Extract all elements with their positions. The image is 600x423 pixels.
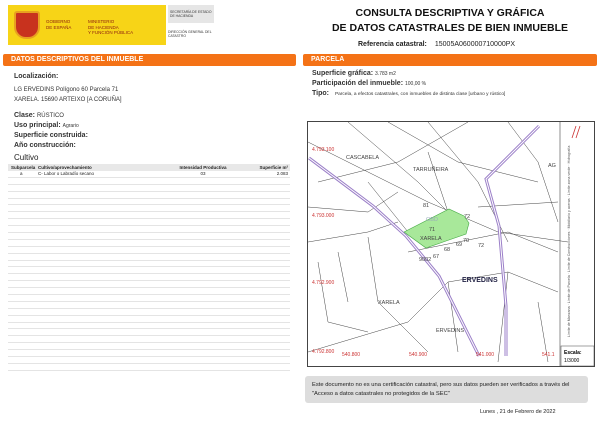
gov-name: GOBIERNO DE ESPAÑA <box>46 19 72 30</box>
right-section-header: PARCELA <box>303 54 597 66</box>
table-row-empty <box>8 261 290 268</box>
tipo: Tipo: Parcela, a efectos catastrales, con inmuebles de distinta clase [urbano y rústico] <box>312 90 506 97</box>
north-arrow-icon <box>572 126 580 138</box>
table-header <box>8 164 290 171</box>
parcel-label: 68 <box>444 247 451 253</box>
table-row <box>8 171 290 178</box>
page-title: CONSULTA DESCRIPTIVA Y GRÁFICA <box>355 7 545 19</box>
document-date: Lunes , 21 de Febrero de 2022 <box>480 409 556 415</box>
y-coord: 4.792.800 <box>312 349 335 355</box>
table-row-empty <box>8 323 290 330</box>
cell: 2.083 <box>276 171 288 177</box>
y-coord: 4.793.100 <box>312 147 335 153</box>
table-row-empty <box>8 185 290 192</box>
page-subtitle: DE DATOS CATASTRALES DE BIEN INMUEBLE <box>331 22 569 34</box>
coat-of-arms-icon <box>14 11 40 39</box>
localizacion-label: Localización: <box>14 73 59 80</box>
parcel-label: 72 <box>464 214 471 220</box>
cell: a <box>20 171 23 177</box>
cultivo-title: Cultivo <box>14 153 39 162</box>
place-label: TARRUÑEIRA <box>413 167 449 173</box>
secretaria-label: SECRETARÍA DE ESTADO DE HACIENDA <box>168 5 214 23</box>
place-label: XARELA <box>420 236 442 242</box>
table-row-empty <box>8 240 290 247</box>
address-line1: LG ERVEDINS Polígono 60 Parcela 71 <box>14 87 119 93</box>
scale-value: 1/3000 <box>564 358 580 364</box>
place-label: CASCABELA <box>346 155 380 161</box>
cell: C- Labor o Labradío secano <box>38 171 95 177</box>
government-logo <box>8 5 166 45</box>
table-row-empty <box>8 247 290 254</box>
x-coord: 541.000 <box>476 352 495 358</box>
parcel-label: 81 <box>423 203 430 209</box>
table-row-empty <box>8 281 290 288</box>
col-subparcela: Subparcela <box>11 165 36 170</box>
parcel-label: 72 <box>478 243 485 249</box>
ministry-name: MINISTERIO DE HACIENDA Y FUNCIÓN PÚBLICA <box>88 19 134 35</box>
map-legend: Límite de Manzana · Límite de Parcela · Límite de Construcciones · Mobiliario y aceras · Límite zona verde · Hidrografía <box>567 145 571 337</box>
parcel-label: OBD <box>426 217 438 223</box>
table-row-empty <box>8 178 290 185</box>
superficie-construida-label: Superficie construida: <box>14 132 88 139</box>
parcel-label: 70 <box>463 238 470 244</box>
place-label: XARELA <box>378 300 400 306</box>
parcel-label: 67 <box>433 254 440 260</box>
parcel-label: 71 <box>429 227 436 233</box>
table-row-empty <box>8 267 290 274</box>
y-coord: 4.792.900 <box>312 280 335 286</box>
table-row-empty <box>8 343 290 350</box>
cadastral-map[interactable] <box>307 121 595 367</box>
table-row-empty <box>8 288 290 295</box>
clase-field: Clase: RÚSTICO <box>14 112 64 119</box>
table-row-empty <box>8 316 290 323</box>
table-row-empty <box>8 329 290 336</box>
table-row-empty <box>8 295 290 302</box>
table-row-empty <box>8 302 290 309</box>
col-superficie: Superficie m² <box>259 165 288 170</box>
direccion-label: DIRECCIÓN GENERAL DEL CATASTRO <box>168 30 212 38</box>
place-label: ERVEDINS <box>462 277 498 284</box>
y-coord: 4.793.000 <box>312 213 335 219</box>
parcel-label: 9002 <box>419 257 432 263</box>
table-row-empty <box>8 254 290 261</box>
table-row-empty <box>8 309 290 316</box>
table-row-empty <box>8 219 290 226</box>
table-row-empty <box>8 192 290 199</box>
left-section-header: DATOS DESCRIPTIVOS DEL INMUEBLE <box>3 54 296 66</box>
place-label: ERVEDINS <box>436 328 465 334</box>
x-coord: 541.1 <box>542 352 555 358</box>
col-cultivo: Cultivo/aprovechamiento <box>38 165 92 170</box>
table-row-empty <box>8 226 290 233</box>
superficie-grafica: Superficie gráfica: 3.783 m2 <box>312 70 396 77</box>
table-row-empty <box>8 350 290 357</box>
cultivo-table <box>8 164 290 371</box>
anio-construccion-label: Año construcción: <box>14 142 76 149</box>
x-coord: 540.900 <box>409 352 428 358</box>
address-line2: XARELA. 15690 ARTEIXO [A CORUÑA] <box>14 97 122 103</box>
x-coord: 540.800 <box>342 352 361 358</box>
referencia-catastral: Referencia catastral: 15005A060000710000PX <box>358 41 516 48</box>
cell: 03 <box>200 171 206 177</box>
table-row-empty <box>8 357 290 364</box>
participacion: Participación del inmueble: 100,00 % <box>312 80 427 87</box>
scale-label: Escala: <box>564 350 582 356</box>
table-row-empty <box>8 274 290 281</box>
table-row-empty <box>8 199 290 206</box>
col-intensidad: Intensidad Productiva <box>179 165 227 170</box>
table-row-empty <box>8 212 290 219</box>
table-row-empty <box>8 205 290 212</box>
table-row-empty <box>8 364 290 371</box>
disclaimer-note: Este documento no es una certificación catastral, pero sus datos pueden ser verificados a través del "Acceso a datos catastrales no protegidos de la SEC" <box>305 376 588 403</box>
parcel-label: 69 <box>456 242 463 248</box>
place-label: AG <box>548 163 556 169</box>
table-row-empty <box>8 233 290 240</box>
uso-field: Uso principal: Agrario <box>14 122 79 129</box>
table-row-empty <box>8 336 290 343</box>
